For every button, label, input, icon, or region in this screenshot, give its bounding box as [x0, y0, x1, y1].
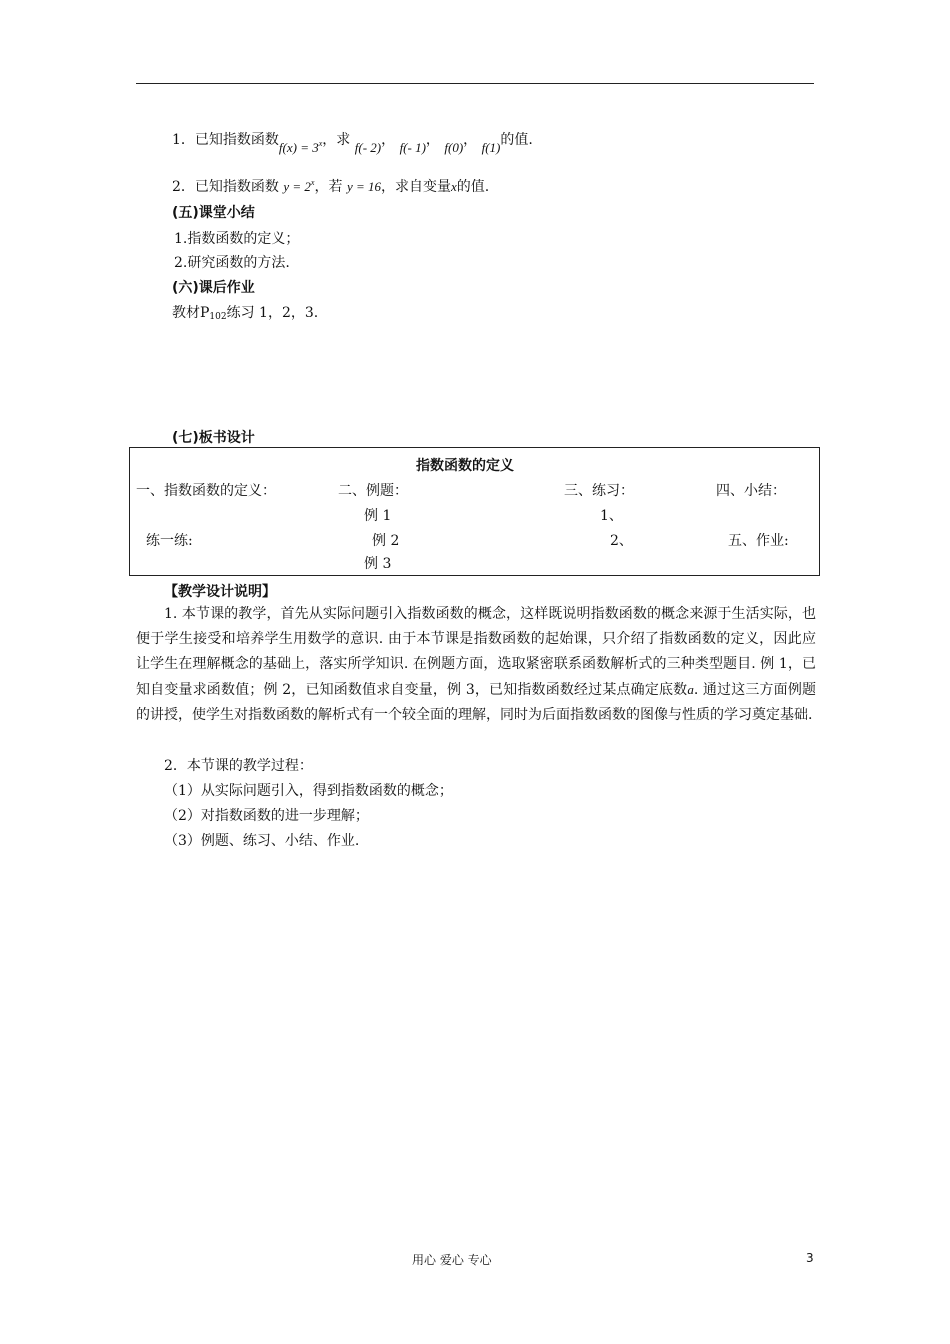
- exercise-1-function: $f(x) = 3^x$: [278, 139, 323, 155]
- value-f-neg1: f(- 1): [399, 140, 426, 155]
- value-f-0: f(0): [444, 140, 464, 155]
- exercise-1: 1．已知指数函数$f(x) = 3^x$，求 f(- 2)， f(- 1)， f(0)， f(1)的值.: [172, 132, 533, 155]
- board-example-1: 例 1: [364, 508, 392, 524]
- design-step-1: （1）从实际问题引入，得到指数函数的概念；: [164, 783, 453, 799]
- board-col-definition: 一、指数函数的定义：: [136, 483, 276, 499]
- value-f-neg2: f(- 2): [354, 140, 382, 155]
- board-practice-2: 2、: [610, 533, 633, 549]
- board-title: 指数函数的定义: [416, 458, 514, 474]
- page-number: 3: [806, 1251, 814, 1265]
- board-practice-label: 练一练:: [146, 533, 193, 549]
- design-step-3: （3）例题、练习、小结、作业.: [164, 833, 360, 849]
- design-paragraph-2: 2．本节课的教学过程：: [164, 758, 313, 774]
- board-col-examples: 二、例题：: [338, 483, 408, 499]
- homework-text: 教材$P_{102}$练习 1，2，3.: [172, 305, 319, 322]
- board-example-3: 例 3: [364, 556, 392, 572]
- design-step-2: （2）对指数函数的进一步理解；: [164, 808, 369, 824]
- exercise-2: 2．已知指数函数 $y = 2^x$，若 y = 16，求自变量x的值.: [172, 178, 490, 195]
- header-rule: [136, 83, 814, 84]
- board-practice-1: 1、: [600, 508, 623, 524]
- design-heading: 【教学设计说明】: [164, 584, 276, 600]
- design-paragraph-1: 1. 本节课的教学，首先从实际问题引入指数函数的概念，这样既说明指数函数的概念来源于生活实际，也便于学生接受和培养学生用数学的意识. 由于本节课是指数函数的起始课，只介绍了指数函数的定义，因此应让学生在理解概念的基础上，落实所学知识. 在例题方面，选取紧密联系函数解析式的三种类型题目. 例 1，已知自变量求函数值；例 2，已知函数值求自变量，例 3，已知指数函数经过某点确定底数a. 通过这三方面例题的讲授，使学生对指数函数的解析式有一个较全面的理解，同时为后面指数函数的图像与性质的学习奠定基础.: [136, 606, 816, 723]
- board-col-summary: 四、小结：: [716, 483, 786, 499]
- summary-item-1: 1.指数函数的定义；: [174, 231, 300, 247]
- value-f-1: f(1): [481, 140, 501, 155]
- board-col-practice: 三、练习：: [564, 483, 634, 499]
- board-example-2: 例 2: [372, 533, 400, 549]
- summary-item-2: 2.研究函数的方法.: [174, 255, 290, 271]
- footer-motto: 用心 爱心 专心: [412, 1253, 492, 1267]
- exercise-2-function: $y = 2^x$: [283, 178, 315, 194]
- homework-heading: (六)课后作业: [172, 280, 255, 296]
- exercise-2-condition: y = 16: [346, 179, 381, 194]
- board-heading: (七)板书设计: [172, 430, 255, 446]
- exercise-1-lead: 1．已知指数函数: [172, 132, 279, 148]
- board-col-homework: 五、作业:: [728, 533, 789, 549]
- summary-heading: (五)课堂小结: [172, 205, 255, 221]
